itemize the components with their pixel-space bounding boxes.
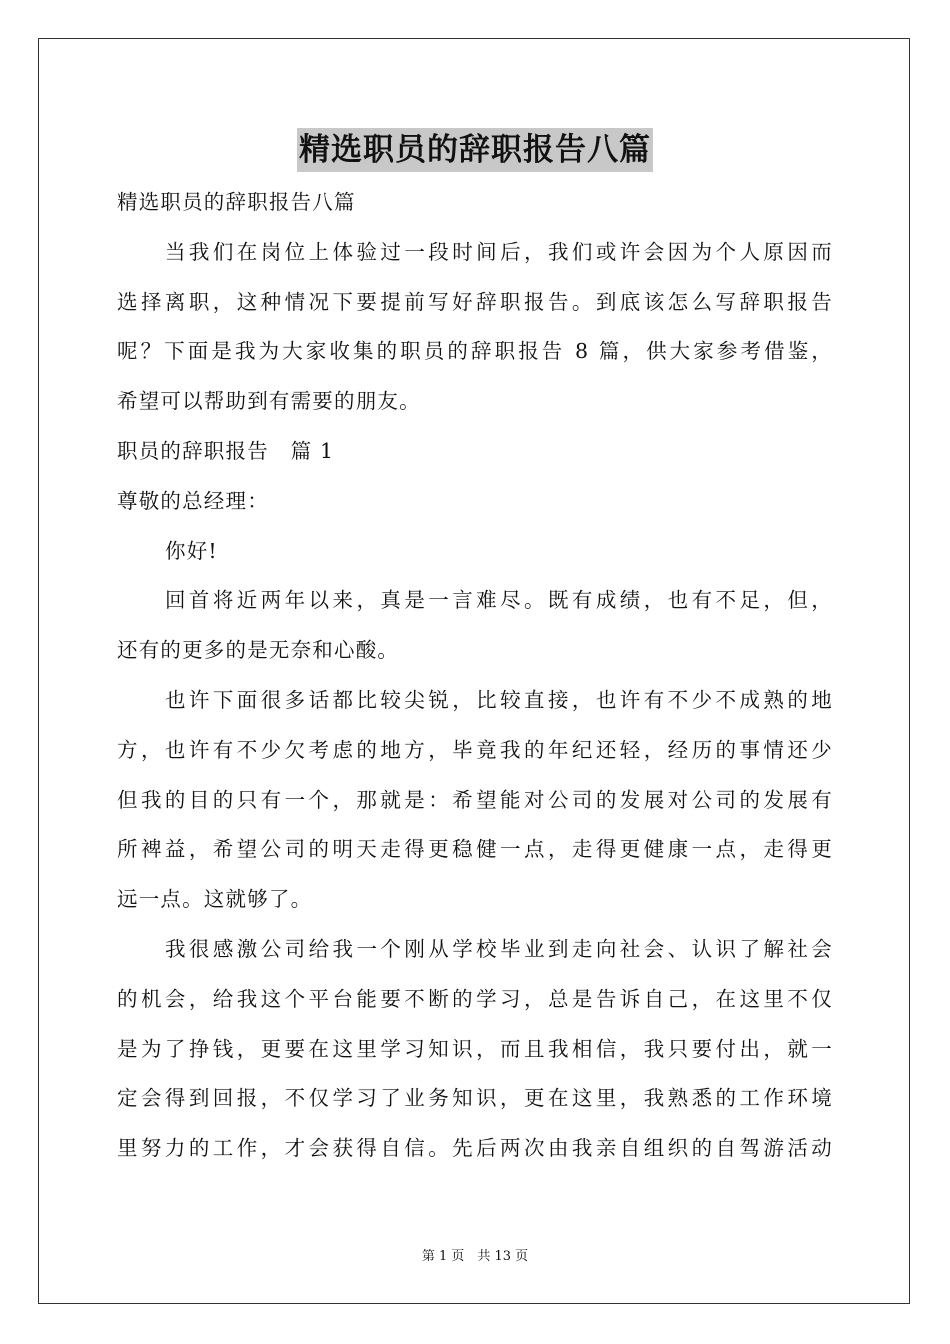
page-footer: 第 1 页 共 13 页	[421, 1249, 529, 1264]
text-line: 也许下面很多话都比较尖锐，比较直接，也许有不少不成熟的地	[165, 687, 833, 712]
text-line: 还有的更多的是无奈和心酸。	[117, 638, 400, 663]
text-line: 定会得到回报，不仅学习了业务知识，更在这里，我熟悉的工作环境	[117, 1086, 833, 1111]
text-line: 尊敬的总经理：	[117, 488, 269, 513]
text-line: 里努力的工作，才会获得自信。先后两次由我亲自组织的自驾游活动	[117, 1136, 833, 1161]
text-line: 回首将近两年以来，真是一言难尽。既有成绩，也有不足，但，	[165, 588, 833, 613]
text-line: 是为了挣钱，更要在这里学习知识，而且我相信，我只要付出，就一	[117, 1036, 833, 1061]
text-line: 精选职员的辞职报告八篇	[117, 190, 356, 214]
text-line: 远一点。这就够了。	[117, 887, 313, 912]
text-line: 当我们在岗位上体验过一段时间后，我们或许会因为个人原因而	[165, 239, 833, 264]
text-line: 希望可以帮助到有需要的朋友。	[117, 389, 421, 414]
text-line: 呢？下面是我为大家收集的职员的辞职报告 8 篇，供大家参考借鉴，	[117, 339, 833, 364]
document-body	[117, 178, 833, 1174]
title-container	[0, 128, 950, 172]
text-line: 方，也许有不少欠考虑的地方，毕竟我的年纪还轻，经历的事情还少	[117, 737, 833, 762]
text-line: 我很感激公司给我一个刚从学校毕业到走向社会、认识了解社会	[165, 936, 833, 961]
text-line: 的机会，给我这个平台能要不断的学习，总是告诉自己，在这里不仅	[117, 986, 833, 1011]
text-line: 你好!	[165, 538, 218, 563]
text-line: 选择离职，这种情况下要提前写好辞职报告。到底该怎么写辞职报告	[117, 289, 833, 314]
text-line: 所裨益，希望公司的明天走得更稳健一点，走得更健康一点，走得更	[117, 837, 833, 862]
text-line: 但我的目的只有一个，那就是：希望能对公司的发展对公司的发展有	[117, 787, 833, 812]
document-title: 精选职员的辞职报告八篇	[297, 128, 653, 172]
text-line: 职员的辞职报告 篇 1	[117, 438, 335, 463]
